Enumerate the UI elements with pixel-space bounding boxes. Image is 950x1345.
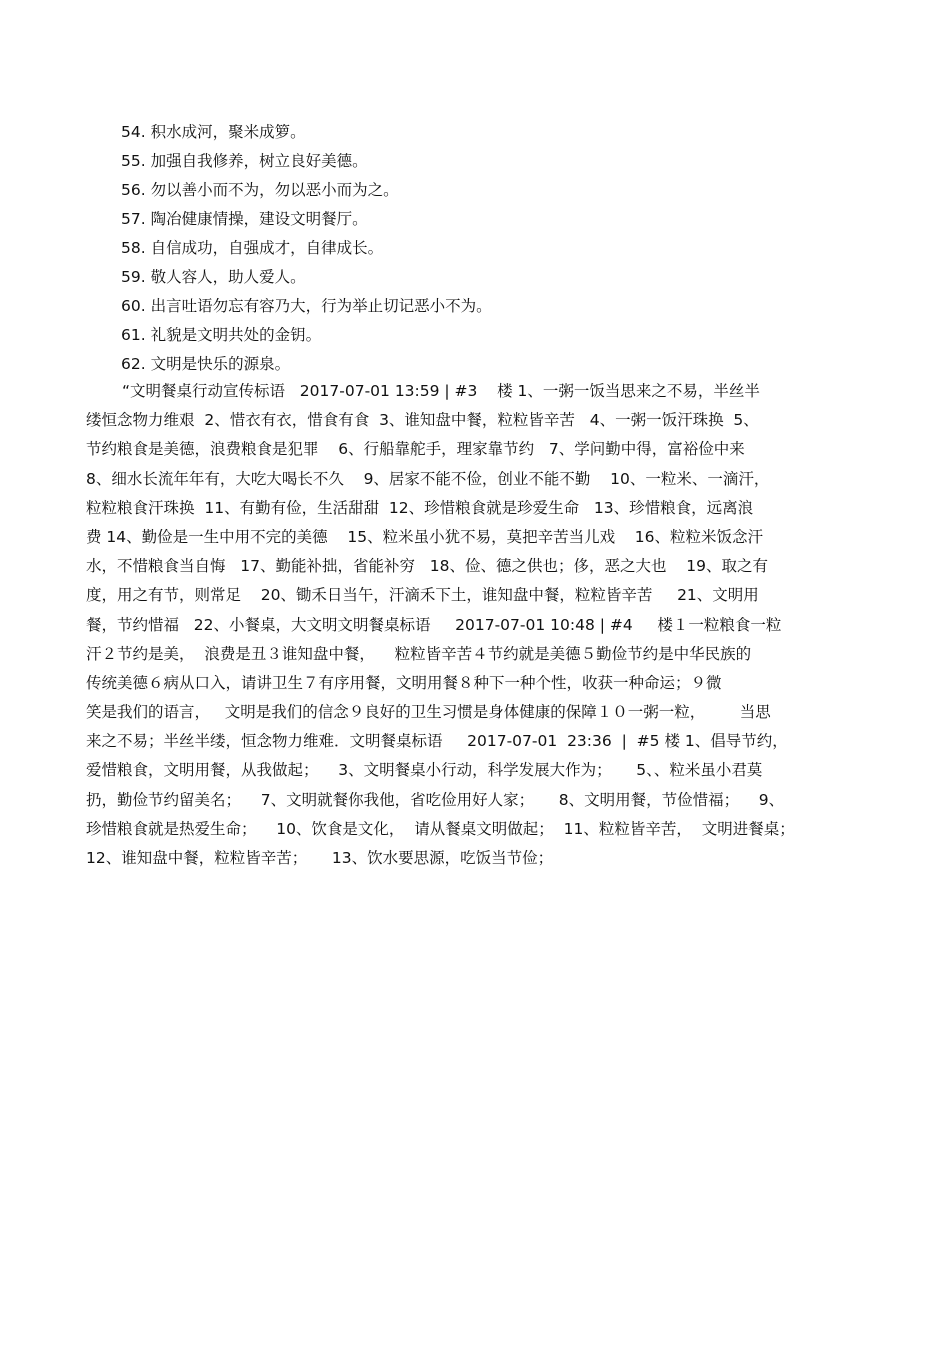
paragraph-line: 8、细水长流年年有，大吃大喝长不久 9、居家不能不俭，创业不能不勤 10、一粒米、一滴汗，	[86, 469, 770, 488]
paragraph-line: 珍惜粮食就是热爱生命； 10、饮食是文化， 请从餐桌文明做起； 11、粒粒皆辛苦， 文明进餐桌；	[86, 819, 795, 838]
paragraph-line: 爱惜粮食，文明用餐，从我做起； 3、文明餐桌小行动，科学发展大作为； 5、、粒米虽小君莫	[86, 761, 763, 780]
paragraph-line: “文明餐桌行动宣传标语 2017-07-01 13:59 | #3 楼 1、一粥一饭当思来之不易，半丝半	[122, 382, 760, 400]
list-item: 57. 陶冶健康情操，建设文明餐厅。	[121, 210, 368, 228]
list-item: 58. 自信成功，自强成才，自律成长。	[121, 239, 384, 257]
list-item: 60. 出言吐语勿忘有容乃大，行为举止切记恶小不为。	[121, 297, 492, 315]
paragraph-line: 12、谁知盘中餐，粒粒皆辛苦； 13、饮水要思源，吃饭当节俭；	[86, 849, 554, 867]
list-item: 54. 积水成河，聚米成箩。	[121, 123, 306, 141]
list-item: 62. 文明是快乐的源泉。	[121, 355, 291, 373]
paragraph-line: 粒粒粮食汗珠换 11、有勤有俭，生活甜甜 12、珍惜粮食就是珍爱生命 13、珍惜粮食，远离浪	[86, 498, 754, 517]
paragraph-line: 餐，节约惜福 22、小餐桌，大文明文明餐桌标语 2017-07-01 10:48 | #4 楼１一粒粮食一粒	[86, 615, 782, 634]
paragraph-line: 费 14、勤俭是一生中用不完的美德 15、粒米虽小犹不易，莫把辛苦当儿戏 16、粒粒米饭念汗	[86, 527, 764, 546]
paragraph-line: 笑是我们的语言， 文明是我们的信念９良好的卫生习惯是身体健康的保障１０一粥一粒， 当思	[86, 703, 771, 722]
paragraph-line: 度，用之有节，则常足 20、锄禾日当午，汗滴禾下土，谁知盘中餐，粒粒皆辛苦 21、文明用	[86, 586, 759, 605]
paragraph-line: 来之不易；半丝半缕，恒念物力维难．文明餐桌标语 2017-07-01 23:36 | #5 楼 1、倡导节约，	[86, 732, 788, 751]
paragraph-line: 缕恒念物力维艰 2、惜衣有衣，惜食有食 3、谁知盘中餐，粒粒皆辛苦 4、一粥一饭汗珠换 5、	[86, 411, 759, 430]
slogan-list	[121, 118, 861, 379]
paragraph-line: 汗２节约是美， 浪费是丑３谁知盘中餐， 粒粒皆辛苦４节约就是美德５勤俭节约是中华民族的	[86, 644, 752, 663]
paragraph-line: 节约粮食是美德，浪费粮食是犯罪 6、行船靠舵手，理家靠节约 7、学问勤中得，富裕俭中来	[86, 440, 745, 459]
list-item: 59. 敬人容人，助人爱人。	[121, 268, 306, 286]
list-item: 55. 加强自我修养，树立良好美德。	[121, 152, 368, 170]
body-paragraph	[86, 377, 864, 873]
paragraph-line: 扔，勤俭节约留美名； 7、文明就餐你我他，省吃俭用好人家； 8、文明用餐，节俭惜福； 9、	[86, 790, 785, 809]
list-item: 61. 礼貌是文明共处的金钥。	[121, 326, 322, 344]
list-item: 56. 勿以善小而不为，勿以恶小而为之。	[121, 181, 399, 199]
paragraph-line: 传统美德６病从口入，请讲卫生７有序用餐，文明用餐８种下一种个性，收获一种命运；９微	[86, 673, 722, 692]
paragraph-line: 水，不惜粮食当自悔 17、勤能补拙，省能补穷 18、俭、德之供也；侈，恶之大也 19、取之有	[86, 557, 768, 576]
